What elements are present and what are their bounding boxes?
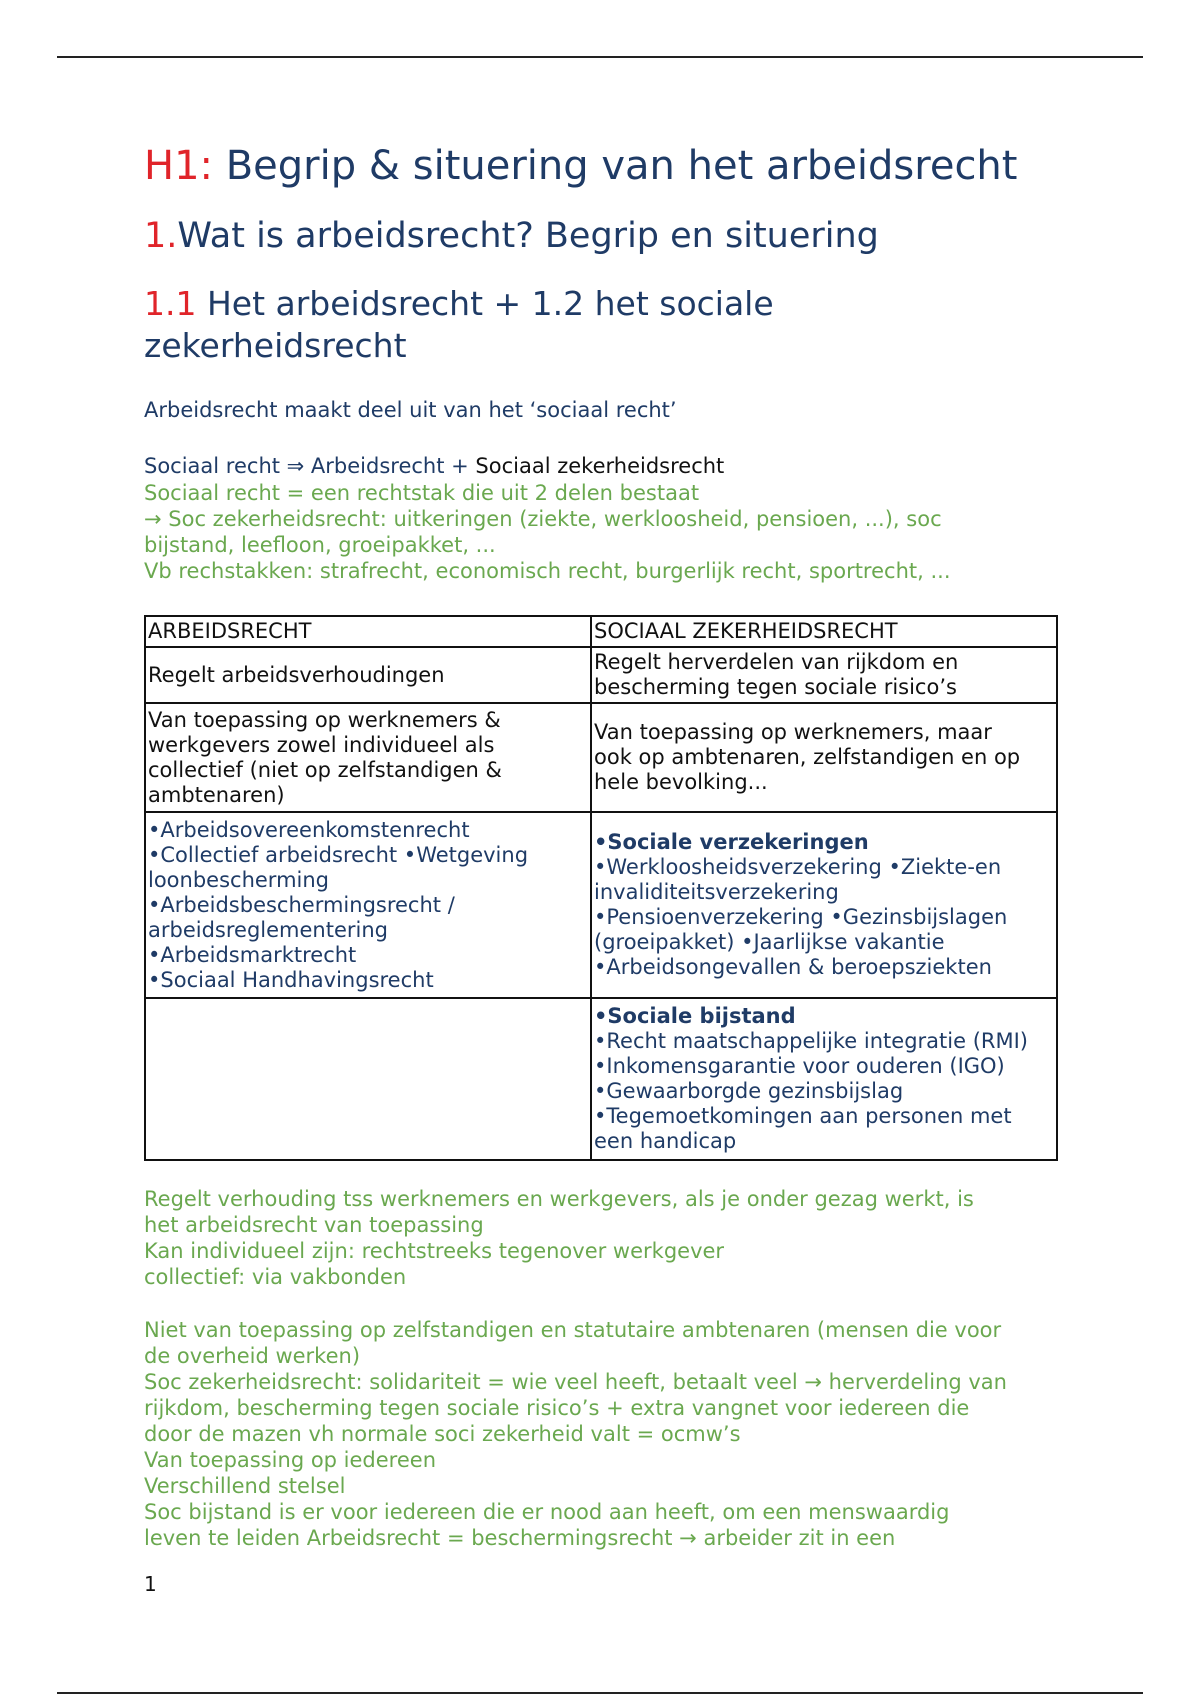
cell-line: invaliditeitsverzekering xyxy=(594,880,839,904)
cell-line: een handicap xyxy=(594,1129,737,1153)
cell-line: •Arbeidsovereenkomstenrecht xyxy=(148,817,470,842)
cell-line: •Collectief arbeidsrecht •Wetgeving xyxy=(148,842,529,867)
note-top-line: Sociaal recht = een rechtstak die uit 2 delen bestaat xyxy=(144,481,700,505)
note-bottom-line: leven te leiden Arbeidsrecht = beschermingsrecht → arbeider zit in een xyxy=(144,1526,896,1550)
top-rule xyxy=(57,56,1143,58)
note-top-line: Vb rechstakken: strafrecht, economisch recht, burgerlijk recht, sportrecht, ... xyxy=(144,559,951,583)
cell-line: ambtenaren) xyxy=(148,782,285,807)
scheme-line xyxy=(144,453,724,479)
note-bottom-line: Van toepassing op iedereen xyxy=(144,1448,437,1472)
table-cell xyxy=(145,812,591,998)
cell-title: •Sociale bijstand xyxy=(594,1004,796,1028)
cell-line: •Gewaarborgde gezinsbijslag xyxy=(594,1079,904,1103)
table-header-sociaal-zekerheidsrecht xyxy=(591,616,1057,647)
cell-line: •Werkloosheidsverzekering •Ziekte-en xyxy=(594,855,1002,879)
cell-line: bescherming tegen sociale risico’s xyxy=(594,675,957,699)
heading-1-text: Begrip & situering van het arbeidsrecht xyxy=(213,143,1018,189)
cell-line: •Arbeidsongevallen & beroepsziekten xyxy=(594,955,992,979)
note-bottom-line: het arbeidsrecht van toepassing xyxy=(144,1213,484,1237)
heading-2-number: 1. xyxy=(144,216,178,256)
table-row xyxy=(145,647,1057,703)
heading-1-number: H1: xyxy=(144,143,214,189)
note-bottom-line: door de mazen vh normale soci zekerheid valt = ocmw’s xyxy=(144,1422,741,1446)
cell-line: •Arbeidsmarktrecht xyxy=(148,942,357,967)
cell-line: •Inkomensgarantie voor ouderen (IGO) xyxy=(594,1054,1005,1078)
note-bottom-line: Regelt verhouding tss werknemers en werkgevers, als je onder gezag werkt, is xyxy=(144,1187,974,1211)
table-cell xyxy=(591,998,1057,1160)
heading-3 xyxy=(144,283,1044,367)
cell-line: Van toepassing op werknemers & xyxy=(148,707,501,732)
cell-line: arbeidsreglementering xyxy=(148,917,388,942)
note-top-line: bijstand, leefloon, groeipakket, ... xyxy=(144,533,496,557)
intro-text: Arbeidsrecht maakt deel uit van het ‘sociaal recht’ xyxy=(144,398,677,422)
comparison-table xyxy=(144,615,1058,1161)
cell-line: •Recht maatschappelijke integratie (RMI) xyxy=(594,1029,1028,1053)
cell-line: •Sociaal Handhavingsrecht xyxy=(148,967,434,992)
cell-line: hele bevolking... xyxy=(594,770,768,794)
cell-line: •Tegemoetkomingen aan personen met xyxy=(594,1104,1012,1128)
table-cell xyxy=(145,703,591,812)
cell-line: Van toepassing op werknemers, maar xyxy=(594,720,992,744)
cell-line: werkgevers zowel individueel als xyxy=(148,732,495,757)
heading-3-text: Het arbeidsrecht + 1.2 het sociale zekerheidsrecht xyxy=(144,284,774,365)
table-cell xyxy=(591,812,1057,998)
table-header-label: ARBEIDSRECHT xyxy=(148,619,312,643)
note-bottom-line: Niet van toepassing op zelfstandigen en statutaire ambtenaren (mensen die voor xyxy=(144,1318,1002,1342)
cell-line: (groeipakket) •Jaarlijkse vakantie xyxy=(594,930,945,954)
heading-2 xyxy=(144,212,879,260)
note-bottom-line: collectief: via vakbonden xyxy=(144,1265,407,1289)
cell-line: •Arbeidsbeschermingsrecht / xyxy=(148,892,455,917)
note-bottom-line: Soc bijstand is er voor iedereen die er nood aan heeft, om een menswaardig xyxy=(144,1500,950,1524)
table-row xyxy=(145,998,1057,1160)
table-header-label: SOCIAAL ZEKERHEIDSRECHT xyxy=(594,619,898,643)
cell-line: collectief (niet op zelfstandigen & xyxy=(148,757,502,782)
note-top-line: → Soc zekerheidsrecht: uitkeringen (ziekte, werkloosheid, pensioen, ...), soc xyxy=(144,507,942,531)
scheme-part-2: Sociaal zekerheidsrecht xyxy=(475,454,725,478)
cell-title: •Sociale verzekeringen xyxy=(594,830,869,854)
table-header-arbeidsrecht xyxy=(145,616,591,647)
table-header-row xyxy=(145,616,1057,647)
heading-3-number: 1.1 xyxy=(144,284,197,323)
note-bottom-line: Verschillend stelsel xyxy=(144,1474,346,1498)
table-row xyxy=(145,812,1057,998)
cell-line: loonbescherming xyxy=(148,867,330,892)
table-cell xyxy=(591,647,1057,703)
page-number: 1 xyxy=(144,1572,157,1596)
note-bottom-line: Soc zekerheidsrecht: solidariteit = wie veel heeft, betaalt veel → herverdeling van xyxy=(144,1370,1007,1394)
heading-2-text: Wat is arbeidsrecht? Begrip en situering xyxy=(177,216,879,256)
bottom-rule xyxy=(57,1692,1143,1694)
table-row xyxy=(145,703,1057,812)
note-bottom-line: rijkdom, bescherming tegen sociale risico’s + extra vangnet voor iedereen die xyxy=(144,1396,970,1420)
scheme-part-1: Sociaal recht ⇒ Arbeidsrecht + xyxy=(144,454,476,478)
cell-line: Regelt arbeidsverhoudingen xyxy=(148,662,445,687)
heading-1 xyxy=(144,140,1017,192)
cell-line: •Pensioenverzekering •Gezinsbijslagen xyxy=(594,905,1008,929)
table-cell-empty xyxy=(145,998,591,1160)
table-cell xyxy=(145,647,591,703)
cell-line: ook op ambtenaren, zelfstandigen en op xyxy=(594,745,1021,769)
table-cell xyxy=(591,703,1057,812)
note-bottom-line: de overheid werken) xyxy=(144,1344,361,1368)
note-bottom-line: Kan individueel zijn: rechtstreeks tegenover werkgever xyxy=(144,1239,725,1263)
cell-line: Regelt herverdelen van rijkdom en xyxy=(594,650,959,674)
